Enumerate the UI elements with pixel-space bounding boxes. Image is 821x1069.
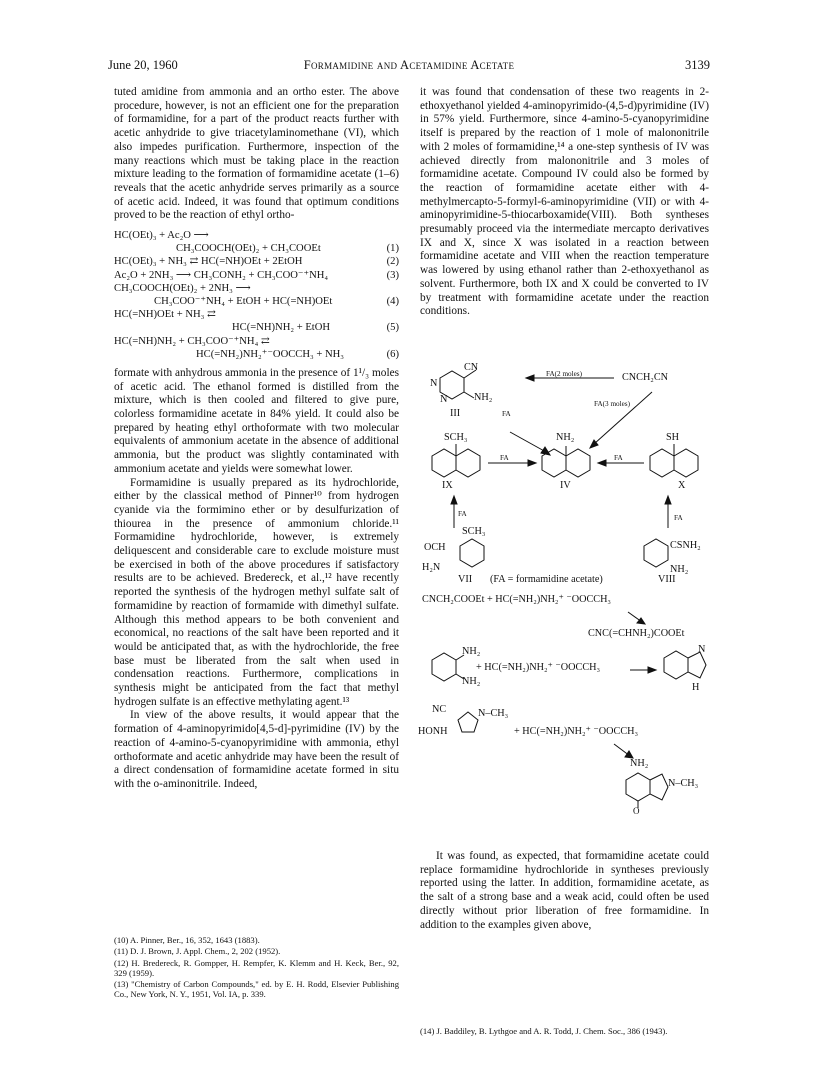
arrowhead xyxy=(665,496,671,504)
arrowhead xyxy=(526,375,534,381)
equation-b: + HC(=NH₂)NH₂⁺ ⁻OOCCH₃ xyxy=(476,662,601,673)
label-iii: III xyxy=(450,408,461,419)
header-date: June 20, 1960 xyxy=(108,58,178,72)
paragraph: Formamidine is usually prepared as its hydrochloride, either by the classical method of Pinner¹⁰ from hydrogen cyanide via the formimino ether or by desulfurization of thiourea in the presence of ammonium chloride.¹¹ Formamidine hydrochloride, however, is extremely deliquescent and considerable care to exclude moisture must be exercised in both of the above procedures if satisfactory results are to be achieved. Bredereck, et al.,¹² have recently reported the synthesis of the hydrogen methyl sulfate salt of formamidine by reaction of formamide with dimethyl sulfate. Although this method appears to be both convenient and economical, no reactions of the salt have been reported and it would be anticipated that, as with the hydrochloride, the free base must be liberated from the salt when used in condensation reactions. Furthermore, complications in synthesis might be anticipated from the fact that methyl hydrogen sulfate is an effective methylating agent.¹³ xyxy=(114,476,399,708)
ring-purine-b xyxy=(650,774,668,800)
equation-6a: HC(=NH)NH₂ + CH₃COO⁻⁺NH₄ ⇄ xyxy=(114,335,270,347)
footnote-14: (14) J. Baddiley, B. Lythgoe and A. R. Todd, J. Chem. Soc., 386 (1943). xyxy=(420,1026,668,1036)
right-column xyxy=(420,86,709,319)
ring-X-a xyxy=(650,449,674,477)
bond-nh2 xyxy=(464,392,474,398)
arrowhead xyxy=(451,496,457,504)
footnote-13: (13) "Chemistry of Carbon Compounds," ed. by E. H. Rodd, Elsevier Publishing Co., New York, N. Y., 1951, Vol. IA, p. 339. xyxy=(114,979,399,1000)
label-fa: FA xyxy=(674,514,683,522)
equation-c: + HC(=NH₂)NH₂⁺ ⁻OOCCH₃ xyxy=(514,726,639,737)
equation-4b: CH₃COO⁻⁺NH₄ + EtOH + HC(=NH)OEt (4) xyxy=(154,295,399,307)
paragraph: In view of the above results, it would appear that the formation of 4-aminopyrimido[4,5-d]-pyrimidine (IV) by the reaction of 4-amino-5-cyanopyrimidine with ammonia, ethyl orthoformate and acetic anhydride may have been the result of a direct condensation of formamidine acetate formed in situ with the o-aminonitrile. Indeed, xyxy=(114,709,399,790)
label-oxide-o: O xyxy=(633,806,640,816)
label-fa-definition: (FA = formamidine acetate) xyxy=(490,574,603,585)
equation-a-right: CNC(=CHNH₂)COOEt xyxy=(588,628,685,639)
equation-1b: CH₃COOCH(OEt)₂ + CH₃COOEt (1) xyxy=(176,243,399,255)
equation-a-left: CNCH₂COOEt + HC(=NH₂)NH₂⁺ ⁻OOCCH₃ xyxy=(422,594,611,605)
label-cn: CN xyxy=(464,362,479,373)
label-viii: VIII xyxy=(658,574,676,585)
label-iv: IV xyxy=(560,480,571,491)
label-vii-sch3: SCH₃ xyxy=(462,526,486,537)
label-fa: FA xyxy=(614,454,623,462)
footnote-11: (11) D. J. Brown, J. Appl. Chem., 2, 202 (1952). xyxy=(114,946,281,957)
left-column xyxy=(114,86,399,792)
ring-benzene xyxy=(432,653,456,681)
label-csnh2: CSNH₂ xyxy=(670,540,701,551)
label-benz-nh2: NH₂ xyxy=(462,646,481,657)
label-h: H xyxy=(692,682,700,693)
label-n: N xyxy=(430,378,438,389)
label-fa: FA xyxy=(500,454,509,462)
ring-imidazole xyxy=(458,712,478,732)
equation-2: HC(OEt)₃ + NH₃ ⇄ HC(=NH)OEt + 2EtOH (2) xyxy=(114,256,399,268)
paragraph: it was found that condensation of these two reagents in 2-ethoxyethanol yielded 4-aminopyrimido-(4,5-d)pyrimidine (IV) in 57% yield. Furthermore, since 4-amino-5-cyanopyrimidine itself is prepared by the reaction of 1 mole of malononitrile with 2 moles of formamidine,¹⁴ a one-step synthesis of IV was achieved directly from malononitrile and 3 moles of formamidine acetate. Compound IV could also be formed by the reaction of formamidine acetate either with 4-methylmercapto-5-formyl-6-aminopyrimidine (VII) or with 4-aminopyrimidine-5-thiocarboxamide(VIII). Both syntheses presumably proceed via the intermediate mercapto derivatives IX and X, since X was isolated in a reaction between formamidine acetate and VIII when the reaction temperature was lowered by using ethanol rather than 2-ethoxyethanol as solvent. Furthermore, both IX and X could be converted to IV by treatment with formamidine acetate under the reaction conditions. xyxy=(420,86,709,318)
equation-6b: HC(=NH₂)NH₂⁺⁻OOCCH₃ + NH₃ (6) xyxy=(196,348,399,360)
equation-1a: HC(OEt)₃ + Ac₂O ⟶ xyxy=(114,230,209,242)
footnote-12: (12) H. Bredereck, R. Gompper, H. Rempfer, K. Klemm and H. Keck, Ber., 92, 329 (1959). xyxy=(114,957,399,978)
equation-4a: CH₃COOCH(OEt)₂ + 2NH₃ ⟶ xyxy=(114,282,251,294)
arrow-iii-iv xyxy=(510,432,546,452)
label-n-ch3: N–CH₃ xyxy=(478,708,509,719)
label-malononitrile: CNCH₂CN xyxy=(622,372,669,383)
label-honh: HONH xyxy=(418,726,448,737)
label-viii-nh2: NH₂ xyxy=(670,564,689,575)
footnotes-right xyxy=(420,1026,709,1037)
ring-VII xyxy=(460,539,484,567)
right-column-lower xyxy=(420,850,709,932)
label-och: OCH xyxy=(424,542,446,553)
label-x: X xyxy=(678,480,686,491)
page-header xyxy=(108,58,710,74)
reaction-equations xyxy=(114,229,399,361)
ring-VIII xyxy=(644,539,668,567)
label-fa2: FA(2 moles) xyxy=(546,370,582,378)
footnote-10: (10) A. Pinner, Ber., 16, 352, 1643 (1883). xyxy=(114,935,260,945)
arrowhead xyxy=(528,460,536,466)
paragraph: tuted amidine from ammonia and an ortho ester. The above procedure, however, is not an efficient one for the preparation of formamidine, for a part of the product reacts further with acetic anhydride to give triacetylaminomethane (VI), which also impedes purification. Furthermore, inspection of the many reactions which must be taking place in the reaction mixture leading to the formation of formamidine acetate (1–6) reveals that the acetic anhydride serves primarily as a source of acetic acid. Indeed, it was found that optimum conditions proved to be the reaction of ethyl ortho- xyxy=(114,86,399,222)
ring-IX-a xyxy=(432,449,456,477)
arrowhead xyxy=(598,460,606,466)
paragraph: It was found, as expected, that formamidine acetate could replace formamidine hydrochloride in syntheses previously reported using the latter. In addition, formamidine acetate, as the salt of a strong base and a weak acid, could often be used directly without prior liberation of free formamidine. In addition to the examples given above, xyxy=(420,850,709,931)
label-nc: NC xyxy=(432,704,447,715)
label-nh2: NH₂ xyxy=(474,392,493,403)
label-vii: VII xyxy=(458,574,473,585)
label-n: N xyxy=(440,394,448,405)
label-purine-nch3: N–CH₃ xyxy=(668,778,699,789)
paragraph: formate with anhydrous ammonia in the presence of 1¹/₃ moles of acetic acid. The ethanol formed is distilled from the mixture, which is then cooled and filtered to give pure, colorless formamidine acetate in 84% yield. It could also be prepared by heating ethyl orthoformate with two molecular equivalents of ammonium acetate in the absence of additional ammonia, but the product was slightly contaminated with ammonium acetate and yields were somewhat lower. xyxy=(114,366,399,475)
ring-IX-b xyxy=(456,449,480,477)
footnotes-left xyxy=(114,935,399,1001)
label-sch3: SCH₃ xyxy=(444,432,468,443)
label-fa: FA xyxy=(502,410,511,418)
arrowhead xyxy=(625,751,633,758)
label-ix: IX xyxy=(442,480,453,491)
scheme-drawing xyxy=(418,360,714,810)
label-h2n: H₂N xyxy=(422,562,441,573)
label-fa3: FA(3 moles) xyxy=(594,400,630,408)
equation-3: Ac₂O + 2NH₃ ⟶ CH₃CONH₂ + CH₃COO⁻⁺NH₄ (3) xyxy=(114,269,399,281)
arrowhead xyxy=(648,667,656,673)
reaction-scheme xyxy=(418,360,714,816)
ring-benzimidazole-b xyxy=(688,652,706,678)
label-sh: SH xyxy=(666,432,680,443)
equation-5b: HC(=NH)NH₂ + EtOH (5) xyxy=(232,322,399,334)
header-page-number: 3139 xyxy=(685,58,710,72)
label-benz-nh2: NH₂ xyxy=(462,676,481,687)
label-fa: FA xyxy=(458,510,467,518)
ring-benzimidazole-a xyxy=(664,651,688,679)
equation-5a: HC(=NH)OEt + NH₃ ⇄ xyxy=(114,309,216,321)
ring-IV-b xyxy=(566,449,590,477)
ring-X-b xyxy=(674,449,698,477)
header-title: Formamidine and Acetamidine Acetate xyxy=(303,58,515,72)
ring-purine-a xyxy=(626,773,650,801)
label-purine-nh2: NH₂ xyxy=(630,758,649,769)
label-iv-nh2: NH₂ xyxy=(556,432,575,443)
label-n: N xyxy=(698,644,706,655)
